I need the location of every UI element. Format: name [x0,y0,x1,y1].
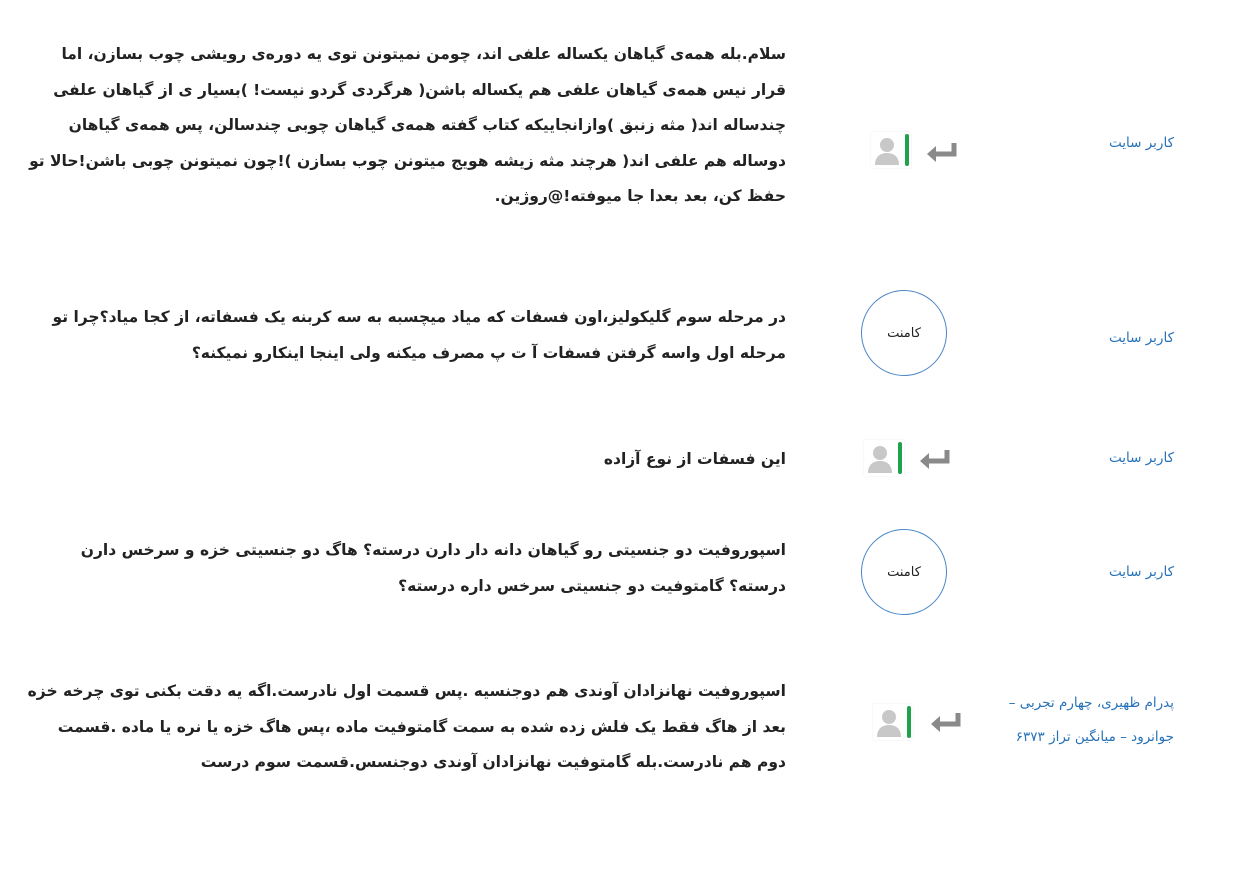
comment-author-link[interactable]: کاربر سایت [1109,564,1174,580]
comment-row [0,296,1246,386]
comment-badge: کامنت [861,529,947,615]
avatar [873,704,913,740]
reply-arrow-icon[interactable] [917,448,951,470]
avatar [871,132,911,168]
user-avatar-icon [873,704,913,740]
comment-author-link[interactable]: پدرام ظهیری، چهارم تجربی – جوانرود – میانگین تراز ۶۳۷۳ [1008,695,1174,745]
comment-author-link[interactable]: کاربر سایت [1109,330,1174,346]
comment-author-link[interactable]: کاربر سایت [1109,135,1174,151]
comment-row [0,34,1246,264]
user-avatar-icon [871,132,911,168]
comment-row [0,533,1246,623]
reply-arrow-icon[interactable] [924,141,958,163]
comment-row [0,440,1246,480]
comment-author-link[interactable]: کاربر سایت [1109,450,1174,466]
avatar [864,440,904,476]
comment-text: اسپوروفیت دو جنسیتی رو گیاهان دانه دار دارن درسته؟ هاگ دو جنسیتی خزه و سرخس دارن درسته؟ گامتوفیت دو جنسیتی سرخس داره درسته؟ [80,541,786,595]
comment-text: این فسفات از نوع آزاده [603,450,786,468]
comment-row [0,674,1246,824]
user-avatar-icon [864,440,904,476]
comment-badge: کامنت [861,290,947,376]
comment-text: در مرحله سوم گلیکولیز،اون فسفات که میاد میچسبه به سه کربنه یک فسفاته، از کجا میاد؟چرا تو مرحله اول واسه گرفتن فسفات آ ت پ مصرف میکنه ولی اینجا اینکارو نمیکنه؟ [52,308,786,362]
comment-text: اسپوروفیت نهانزادان آوندی هم دوجنسیه .پس قسمت اول نادرست.اگه یه دقت بکنی توی چرخه خزه بعد از هاگ فقط یک فلش زده شده به سمت گامتوفیت ماده ،پس هاگ خزه یا نره یا ماده .قسمت دوم هم نادرست.بله گامتوفیت نهانزادان آوندی دوجنسس.قسمت سوم درست [27,682,786,771]
comment-text: سلام.بله همه‌ی گیاهان یکساله علفی اند، چومن نمیتونن توی یه دوره‌ی رویشی چوب بسازن، اما قرار نیس همه‌ی گیاهان علفی هم یکساله باشن( هرگردی گردو نیست! )بسیار ی از گیاهان علفی چندساله اند( مثه زنبق )وازانجاییکه کتاب گفته همه‌ی گیاهان چوبی چندسالن، پس همه‌ی گیاهان دوساله هم علفی اند( هرچند مثه زیشه هویج میتونن چوب بسازن )!چون نمیتونن چوبی باشن!حالا تو حفظ کن، بعد بعدا جا میوفته!@روژین. [29,45,786,205]
reply-arrow-icon[interactable] [928,711,962,733]
